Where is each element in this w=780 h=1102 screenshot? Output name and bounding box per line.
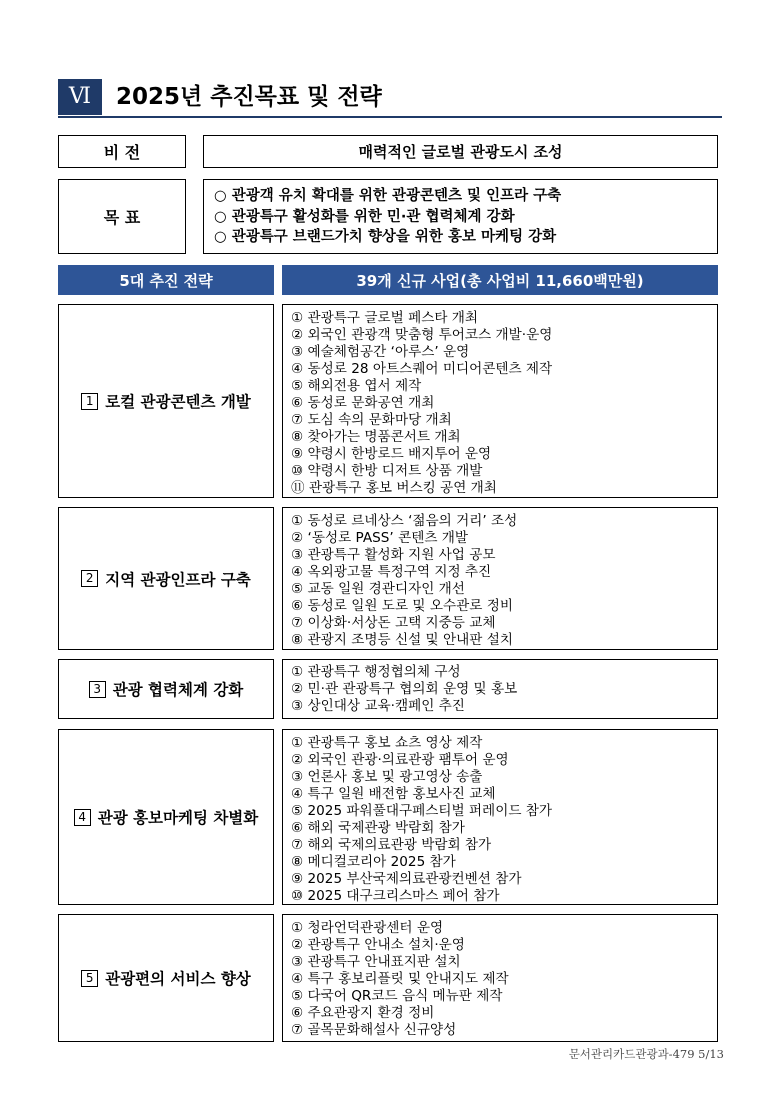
strategy-3-projects: [282, 659, 718, 719]
project-item: ⑨ 약령시 한방로드 배지투어 운영: [291, 446, 492, 462]
project-item: ⑦ 도심 속의 문화마당 개최: [291, 412, 452, 428]
strategy-name: 관광편의 서비스 향상: [105, 970, 251, 988]
vision-value: 매력적인 글로벌 관광도시 조성: [358, 143, 563, 161]
project-item: ⑤ 교동 일원 경관디자인 개선: [291, 581, 465, 597]
project-item: ② ‘동성로 PASS’ 콘텐츠 개발: [291, 530, 469, 546]
project-item: ④ 특구 일원 배전함 홍보사진 교체: [291, 786, 496, 802]
project-item: ⑩ 약령시 한방 디저트 상품 개발: [291, 463, 483, 479]
header-divider: [58, 116, 722, 118]
project-item: ① 관광특구 홍보 쇼츠 영상 제작: [291, 735, 483, 751]
strategy-2: [58, 507, 274, 650]
document-footer: 문서관리카드관광과-479 5/13: [568, 1047, 724, 1061]
strategy-number-badge: 1: [81, 393, 98, 410]
goal-item: ○ 관광특구 브랜드가치 향상을 위한 홍보 마케팅 강화: [214, 229, 557, 245]
goal-item: ○ 관광객 유치 확대를 위한 관광콘텐츠 및 인프라 구축: [214, 188, 562, 204]
project-item: ③ 관광특구 안내표지판 설치: [291, 954, 461, 970]
strategy-5: [58, 914, 274, 1042]
project-item: ⑪ 관광특구 홍보 버스킹 공연 개최: [291, 480, 497, 496]
vision-label-box: [58, 135, 186, 168]
project-item: ④ 특구 홍보리플릿 및 안내지도 제작: [291, 971, 509, 987]
project-item: ⑥ 해외 국제관광 박람회 참가: [291, 820, 465, 836]
strategy-name: 로컬 관광콘텐츠 개발: [105, 393, 251, 411]
goals-label-box: [58, 179, 186, 254]
project-item: ⑩ 2025 대구크리스마스 페어 참가: [291, 888, 500, 904]
project-item: ② 민·관 관광특구 협의회 운영 및 홍보: [291, 681, 518, 697]
strategy-number-badge: 5: [81, 970, 98, 987]
projects-column-header: 39개 신규 사업(총 사업비 11,660백만원): [282, 265, 718, 295]
project-item: ④ 옥외광고물 특정구역 지정 추진: [291, 564, 492, 580]
project-item: ⑦ 골목문화해설사 신규양성: [291, 1022, 457, 1038]
strategy-1: [58, 304, 274, 498]
vision-value-box: [203, 135, 718, 168]
goal-item: ○ 관광특구 활성화를 위한 민·관 협력체계 강화: [214, 208, 515, 225]
section-number-badge: Ⅵ: [58, 79, 102, 115]
page-title: 2025년 추진목표 및 전략: [116, 84, 382, 110]
strategy-2-projects: [282, 507, 718, 650]
project-item: ② 관광특구 안내소 설치·운영: [291, 937, 465, 953]
project-item: ⑤ 해외전용 엽서 제작: [291, 378, 422, 394]
project-item: ⑧ 관광지 조명등 신설 및 안내판 설치: [291, 632, 513, 648]
strategy-4: [58, 729, 274, 905]
goals-list: [214, 186, 561, 248]
project-item: ③ 상인대상 교육·캠페인 추진: [291, 698, 465, 714]
project-item: ① 동성로 르네상스 ‘젊음의 거리’ 조성: [291, 513, 518, 529]
strategy-name: 관광 홍보마케팅 차별화: [97, 809, 259, 827]
vision-label: 비 전: [103, 143, 141, 162]
project-item: ① 관광특구 행정협의체 구성: [291, 664, 461, 680]
strategy-column-header: 5대 추진 전략: [58, 265, 274, 295]
section-header: [58, 79, 722, 117]
project-item: ⑤ 다국어 QR코드 음식 메뉴판 제작: [291, 988, 503, 1004]
project-item: ⑦ 이상화·서상돈 고택 지중등 교체: [291, 615, 496, 631]
project-item: ⑦ 해외 국제의료관광 박람회 참가: [291, 837, 492, 853]
strategy-number-badge: 2: [81, 570, 98, 587]
goals-box: [203, 179, 718, 254]
strategy-4-projects: [282, 729, 718, 905]
project-item: ② 외국인 관광·의료관광 팸투어 운영: [291, 752, 509, 768]
project-item: ③ 예술체험공간 ‘아루스’ 운영: [291, 344, 470, 360]
strategy-name: 관광 협력체계 강화: [112, 681, 244, 699]
strategy-number-badge: 3: [89, 681, 106, 698]
project-item: ② 외국인 관광객 맞춤형 투어코스 개발·운영: [291, 327, 553, 343]
strategy-number-badge: 4: [74, 809, 91, 826]
project-item: ③ 언론사 홍보 및 광고영상 송출: [291, 769, 483, 785]
strategy-5-projects: [282, 914, 718, 1042]
project-item: ⑤ 2025 파워풀대구페스티벌 퍼레이드 참가: [291, 803, 553, 819]
project-item: ④ 동성로 28 아트스퀘어 미디어콘텐츠 제작: [291, 361, 553, 377]
project-item: ⑥ 동성로 문화공연 개최: [291, 395, 435, 411]
strategy-1-projects: [282, 304, 718, 498]
strategy-3: [58, 659, 274, 719]
project-item: ③ 관광특구 활성화 지원 사업 공모: [291, 547, 496, 563]
project-item: ⑥ 주요관광지 환경 정비: [291, 1005, 435, 1021]
project-item: ⑥ 동성로 일원 도로 및 오수관로 정비: [291, 598, 513, 614]
strategy-name: 지역 관광인프라 구축: [105, 570, 251, 589]
project-item: ⑨ 2025 부산국제의료관광컨벤션 참가: [291, 871, 522, 887]
project-item: ⑧ 찾아가는 명품콘서트 개최: [291, 429, 461, 445]
project-item: ① 관광특구 글로벌 페스타 개최: [291, 310, 479, 326]
project-item: ① 청라언덕관광센터 운영: [291, 920, 444, 936]
goals-label: 목 표: [103, 208, 141, 227]
project-item: ⑧ 메디컬코리아 2025 참가: [291, 854, 456, 870]
